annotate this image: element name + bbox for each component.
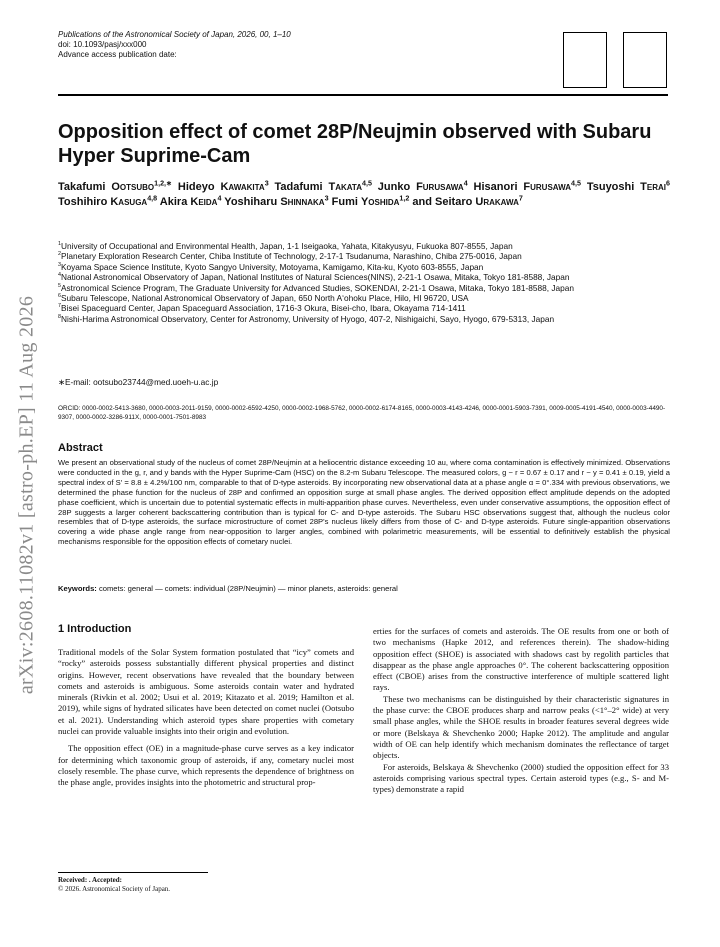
author-family-name: Furusawa: [416, 181, 464, 193]
author-given-name: Junko: [377, 181, 411, 193]
author-family-name: Shinnaka: [280, 196, 325, 208]
affiliation-text: Subaru Telescope, National Astronomical Observatory of Japan, 650 North A‘ohoku Place, Hilo, HI 96720, USA: [61, 293, 469, 304]
author-given-name: Tadafumi: [274, 181, 323, 193]
column-left: [58, 622, 354, 789]
author-family-name: Keida: [190, 196, 218, 208]
affiliation-number: 7: [58, 303, 61, 310]
logo-box-left: [563, 32, 607, 88]
author-given-name: Akira: [159, 196, 188, 208]
author-affiliation-marker: 1,2: [399, 194, 410, 203]
author-family-name: Ootsubo: [111, 181, 155, 193]
affiliation-number: 8: [58, 314, 61, 321]
author: [435, 196, 523, 208]
affiliation: [58, 251, 670, 261]
author-affiliation-marker: 7: [518, 194, 523, 203]
author-given-name: Toshihiro: [58, 196, 108, 208]
affiliation-list: [58, 241, 670, 324]
author-affiliation-marker: 4: [463, 179, 468, 188]
affiliation-text: Bisei Spaceguard Center, Japan Spaceguard Association, 1716-3 Okura, Bisei-cho, Ibara, Okayama 714-1411: [61, 303, 466, 314]
paragraph: These two mechanisms can be distinguished by their characteristic signatures in the phase curve: the CBOE produces sharp and narrow peaks (<1°–2° wide) at very small phase angles, while the SHOE results in broader features several degrees wide or more (Belskaya & Shevchenko 2000; Hapke 2012). The amplitude and angular width of OE can help identify which mechanism dominates the reflectance of target objects.: [373, 693, 669, 761]
affiliation: [58, 293, 670, 303]
paragraph: The opposition effect (OE) in a magnitude-phase curve serves as a key indicator for determining which taxonomic group of asteroids, if any, cometary nuclei most closely resemble. The phase curve, which represents the dependence of brightness on the phase angle, provides insights into the photometric and structural prop-: [58, 743, 354, 788]
affiliation-number: 1: [58, 241, 61, 248]
author-given-name: Hisanori: [473, 181, 518, 193]
author-affiliation-marker: 4,8: [147, 194, 158, 203]
affiliation-text: University of Occupational and Environmental Health, Japan, 1-1 Iseigaoka, Yahata, Kitakyusyu, Fukuoka 807-8555, Japan: [61, 241, 513, 251]
author-conjunction: and: [412, 196, 432, 208]
paragraph: Traditional models of the Solar System formation postulated that “icy” comets and “rocky” asteroids possess substantially different physical properties and distinct origins. However, recent observations have revealed that the boundary between comets and asteroids is ambiguous. Some asteroids contain water and hydrated minerals (Rivkin et al. 2002; Usui et al. 2019; Kitazato et al. 2019; Hamilton et al. 2019), while signs of hydrated silicates have been detected on comet nuclei (Ootsubo et al. 2021). Understanding which asteroid types share properties with cometary nuclei can provide valuable insights into their origin and evolution.: [58, 647, 354, 737]
author-family-name: Yoshida: [360, 196, 400, 208]
journal-line: Publications of the Astronomical Society of Japan, 2026, 00, 1–10: [58, 30, 291, 39]
keywords: [58, 584, 670, 593]
copyright-line: © 2026. Astronomical Society of Japan.: [58, 885, 171, 893]
affiliation: [58, 241, 670, 251]
doi-line[interactable]: doi: 10.1093/pasj/xxx000: [58, 40, 147, 49]
corresponding-email[interactable]: ∗E-mail: ootsubo23744@med.uoeh-u.ac.jp: [58, 377, 219, 387]
affiliation-text: Nishi-Harima Astronomical Observatory, Center for Astronomy, University of Hyogo, 407-2, Nishigaichi, Sayo, Hyogo, 679-5313, Japan: [61, 313, 555, 324]
author-affiliation-marker: 3: [324, 194, 329, 203]
author-given-name: Fumi: [331, 196, 358, 208]
section-heading-introduction: 1 Introduction: [58, 623, 132, 635]
orcid-list: ORCID: 0000-0002-5413-3680, 0000-0003-2011-9159, 0000-0002-6592-4250, 0000-0002-1968-5762, 0000-0002-6174-8165, 0000-0003-4143-4246, 0000-0001-5903-7391, 0009-0005-4191-4540, 0000-0003-4490-9307, 0000-0002-3286-911X, 0000-0001-7501-8983: [58, 405, 666, 421]
affiliation-text: Koyama Space Science Institute, Kyoto Sangyo University, Motoyama, Kamigamo, Kita-ku, Kyoto 603-8555, Japan: [61, 261, 484, 272]
logo-box-right: [623, 32, 667, 88]
paper-title: Opposition effect of comet 28P/Neujmin observed with Subaru Hyper Suprime-Cam: [58, 121, 652, 167]
author: [275, 181, 372, 193]
affiliation: [58, 303, 670, 313]
author-family-name: Urakawa: [475, 196, 519, 208]
affiliation: [58, 283, 670, 293]
author-given-name: Takafumi: [58, 181, 106, 193]
author-given-name: Tsuyoshi: [586, 181, 635, 193]
affiliation-text: Planetary Exploration Research Center, Chiba Institute of Technology, 2-17-1 Tsudanuma, Narashino, Chiba 275-0016, Japan: [61, 251, 522, 262]
keywords-label: Keywords:: [58, 584, 97, 593]
author: [178, 181, 269, 193]
author: [332, 196, 410, 208]
affiliation: [58, 272, 670, 282]
author-family-name: Furusawa: [523, 181, 572, 193]
author-family-name: Kawakita: [220, 181, 265, 193]
paragraph: For asteroids, Belskaya & Shevchenko (2000) studied the opposition effect for 33 asteroids comprising various spectral types. Certain asteroid types (e.g., S- and M-types) demonstrate a rapid: [373, 761, 669, 795]
header-rule: [58, 94, 668, 96]
column-right: [373, 626, 669, 795]
author: [58, 181, 172, 193]
author-affiliation-marker: 4,5: [571, 179, 581, 188]
affiliation: [58, 314, 670, 324]
affiliation: [58, 262, 670, 272]
author-given-name: Yoshiharu: [224, 196, 278, 208]
author-affiliation-marker: 4: [217, 194, 222, 203]
author-affiliation-marker: 6: [666, 179, 670, 188]
affiliation-number: 2: [58, 251, 61, 258]
author-affiliation-marker: 1,2,∗: [154, 179, 173, 188]
affiliation-number: 4: [58, 272, 61, 279]
paragraph: erties for the surfaces of comets and asteroids. The OE results from one or both of two mechanisms (Hapke 2012, and references therein). The shadow-hiding opposition effect (SHOE) is associated with shadows cast by regolith particles that disappear as the phase angle approaches 0°. The coherent backscattering opposition effect (CBOE) arises from the constructive interference of multiple scattered light rays.: [373, 626, 669, 693]
affiliation-number: 5: [58, 282, 61, 289]
author: [58, 196, 157, 208]
author-list: [58, 180, 670, 210]
keywords-text: comets: general — comets: individual (28P/Neujmin) — minor planets, asteroids: general: [98, 584, 398, 593]
affiliation-text: National Astronomical Observatory of Japan, National Institutes of Natural Sciences(NINS), 2-21-1 Osawa, Mitaka, Tokyo 181-8588, Japan: [61, 272, 570, 283]
author: [587, 181, 670, 193]
abstract-heading: Abstract: [58, 442, 103, 454]
author-family-name: Terai: [640, 181, 667, 193]
author-given-name: Hideyo: [177, 181, 215, 193]
advance-line: Advance access publication date:: [58, 50, 177, 59]
footer-rule: [58, 872, 208, 873]
abstract-text: We present an observational study of the nucleus of comet 28P/Neujmin at a heliocentric distance exceeding 10 au, where coma contamination is effectively minimized. Observations were conducted in the g, r, and y bands with the Hyper Suprime-Cam (HSC) on the 8.2-m Subaru Telescope. The measured colors, g − r = 0.67 ± 0.17 and r − y = 0.41 ± 0.19, yield a spectral index of S′ = 8.8 ± 4.2%/100 nm, comparable to that of D-type asteroids. By incorporating new observational data at a phase angle α = 0°.334 with previous observations, we determined the phase function for the nucleus of 28P and confirmed an opposition surge at small phase angles. The derived opposition effect amplitude depends on the adopted phase coefficient, which is uncertain due to potential systematic effects in multi-apparition phase curves. Nevertheless, even under conservative assumptions, the opposition effect of 28P suggests a larger coherent backscattering contribution than is typical for C- and D-type asteroids. The Subaru HSC observations suggest that, although the nucleus color resembles that of D-type asteroids, the surface microstructure of comet 28P's nucleus likely differs from those of C- and D-type asteroids. Future single-apparition observations covering a wide phase angle range from near-opposition to larger angles, combined with polarimetric measurements, will be essential to definitively establish the physical mechanisms responsible for the opposition effects of cometary nuclei.: [58, 458, 670, 547]
author: [378, 181, 468, 193]
received-line: Received: . Accepted:: [58, 876, 122, 884]
affiliation-number: 3: [58, 262, 61, 269]
footer: [58, 876, 170, 894]
author-family-name: Takata: [328, 181, 362, 193]
author: [474, 181, 581, 193]
author-given-name: Seitaro: [435, 196, 473, 208]
author: [160, 196, 222, 208]
affiliation-number: 6: [58, 293, 61, 300]
author-affiliation-marker: 3: [264, 179, 269, 188]
journal-header: [58, 30, 558, 60]
author-family-name: Kasuga: [110, 196, 148, 208]
author-affiliation-marker: 4,5: [362, 179, 372, 188]
author: [224, 196, 328, 208]
affiliation-text: Astronomical Science Program, The Graduate University for Advanced Studies, SOKENDAI, 2-21-1 Osawa, Mitaka, Tokyo 181-8588, Japan: [61, 282, 574, 293]
arxiv-stamp: arXiv:2608.11082v1 [astro-ph.EP] 11 Aug 2026: [15, 295, 38, 695]
